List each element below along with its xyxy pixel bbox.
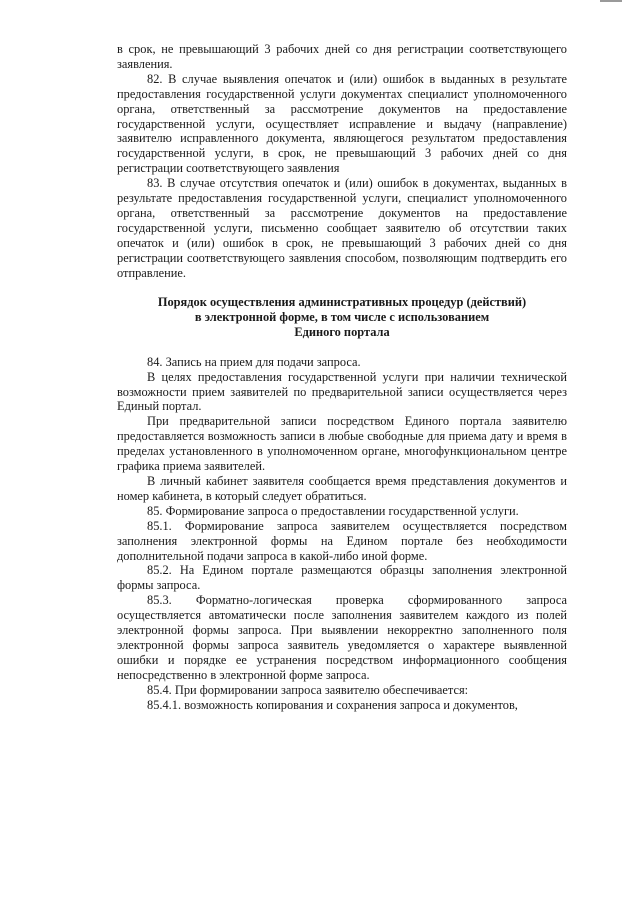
paragraph-84-cabinet: В личный кабинет заявителя сообщается время представления документов и номер кабинета, в который следует обратиться. (117, 473, 567, 503)
paragraph-83: 83. В случае отсутствия опечаток и (или) ошибок в документах, выданных в результате предоставления государственной услуги, специалист уполномоченного органа, ответственный за рассмотрение документов на предоставление государственной услуги, письменно сообщает заявителю об отсутствии таких опечаток и (или) ошибок в срок, не превышающий 3 рабочих дней со дня регистрации соответствующего заявления способом, позволяющим подтвердить его отправление. (117, 176, 567, 280)
paragraph-84: 84. Запись на прием для подачи запроса. (147, 354, 361, 369)
section-heading (117, 295, 567, 341)
paragraph-84-pre-registration: При предварительной записи посредством Единого портала заявителю предоставляется возможность записи в любые свободные для приема дату и время в пределах установленного в уполномоченном органе, многофункциональном центре графика приема заявителей. (117, 414, 567, 474)
paragraph-85: 85. Формирование запроса о предоставлении государственной услуги. (147, 503, 519, 518)
page-corner-mark (600, 0, 622, 2)
paragraph-85-1: 85.1. Формирование запроса заявителем осуществляется посредством заполнения электронной формы на Едином портале без необходимости дополнительной подачи запроса в какой-либо иной форме. (117, 518, 567, 563)
paragraph-continuation: в срок, не превышающий 3 рабочих дней со дня регистрации соответствующего заявления. (117, 42, 567, 71)
section-heading-line-2: в электронной форме, в том числе с использованием (194, 309, 490, 324)
section-heading-line-1: Порядок осуществления административных процедур (действий) (157, 294, 527, 309)
paragraph-85-4-1: 85.4.1. возможность копирования и сохранения запроса и документов, (147, 697, 518, 712)
paragraph-85-4: 85.4. При формировании запроса заявителю обеспечивается: (147, 682, 469, 697)
paragraph-85-2: 85.2. На Едином портале размещаются образцы заполнения электронной формы запроса. (117, 563, 567, 593)
paragraph-84-goal: В целях предоставления государственной услуги при наличии технической возможности прием заявителей по предварительной записи осуществляется через Единый портал. (117, 369, 567, 414)
paragraph-85-3: 85.3. Форматно-логическая проверка сформированного запроса осуществляется автоматически после заполнения заявителем каждого из полей электронной формы запроса. При выявлении некорректно заполненного поля электронной формы запроса заявитель уведомляется о характере выявленной ошибки и порядке ее устранения посредством информационного сообщения непосредственно в электронной форме запроса. (117, 593, 567, 682)
section-heading-line-3: Единого портала (294, 325, 390, 340)
paragraph-82: 82. В случае выявления опечаток и (или) ошибок в выданных в результате предоставления государственной услуги документах специалист уполномоченного органа, ответственный за рассмотрение документов на предоставление государственной услуги, осуществляет исправление и выдачу (направление) заявителю исправленного документа, являющегося результатом предоставления государственной услуги, в срок, не превышающий 3 рабочих дней со дня регистрации соответствующего заявления (117, 71, 567, 176)
document-body (117, 42, 567, 712)
